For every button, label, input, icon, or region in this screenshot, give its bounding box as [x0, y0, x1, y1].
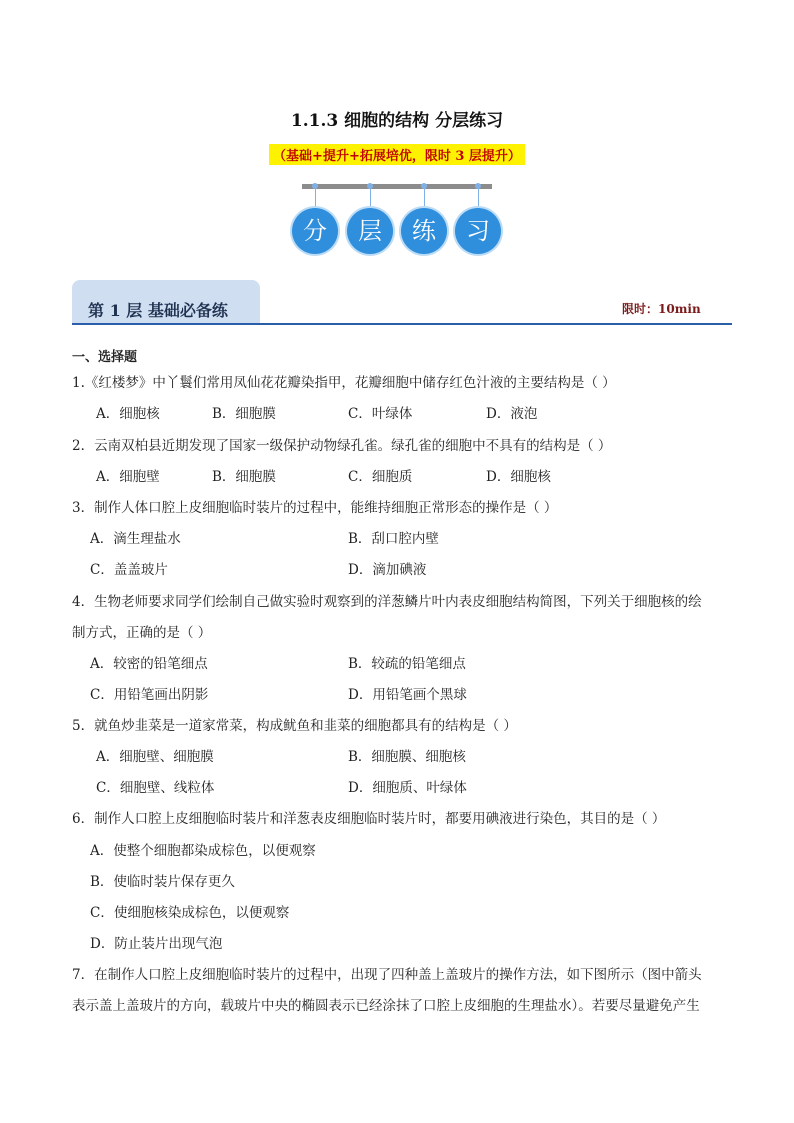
option: D．防止装片出现气泡 [90, 936, 223, 952]
option: A．细胞壁 [96, 469, 160, 485]
banner-pin-dot [367, 183, 373, 189]
option: C．细胞壁、线粒体 [96, 780, 215, 796]
option: A．滴生理盐水 [90, 531, 181, 547]
question-stem-cont: 表示盖上盖玻片的方向，载玻片中央的椭圆表示已经涂抹了口腔上皮细胞的生理盐水）。若要尽量避免产生 [72, 998, 700, 1014]
option: D．滴加碘液 [348, 562, 427, 578]
document-title: 1.1.3 细胞的结构 分层练习 [290, 111, 504, 131]
question-stem: 7．在制作人口腔上皮细胞临时装片的过程中，出现了四种盖上盖玻片的操作方法，如下图所示（图中箭头 [72, 967, 702, 983]
banner-pin [315, 187, 316, 209]
level-divider [72, 323, 732, 325]
option: B．细胞膜、细胞核 [348, 749, 466, 765]
option: B．细胞膜 [212, 406, 276, 422]
banner-circle: 层 [347, 208, 393, 254]
option: A．使整个细胞都染成棕色，以便观察 [90, 843, 316, 859]
question-stem: 4．生物老师要求同学们绘制自己做实验时观察到的洋葱鳞片叶内表皮细胞结构简图，下列关于细胞核的绘 [72, 594, 702, 610]
banner-pin [424, 187, 425, 209]
option: C．叶绿体 [348, 406, 413, 422]
document-subtitle: （基础+提升+拓展培优，限时 3 层提升） [269, 144, 525, 165]
option: C．盖盖玻片 [90, 562, 168, 578]
banner-pin-dot [475, 183, 481, 189]
option: B．较疏的铅笔细点 [348, 656, 466, 672]
banner-circle: 习 [455, 208, 501, 254]
option: C．细胞质 [348, 469, 413, 485]
option: B．细胞膜 [212, 469, 276, 485]
option: C．用铅笔画出阴影 [90, 687, 209, 703]
level-tab-label: 第 1 层 基础必备练 [88, 301, 228, 320]
option: A．较密的铅笔细点 [90, 656, 208, 672]
option: B．使临时装片保存更久 [90, 874, 235, 890]
banner-pin [478, 187, 479, 209]
banner-circle: 分 [292, 208, 338, 254]
question-stem: 3．制作人体口腔上皮细胞临时装片的过程中，能维持细胞正常形态的操作是（ ） [72, 500, 558, 516]
option: D．液泡 [486, 406, 538, 422]
question-stem: 5．就鱼炒韭菜是一道家常菜，构成鱿鱼和韭菜的细胞都具有的结构是（ ） [72, 718, 517, 734]
question-stem: 1.《红楼梦》中丫鬟们常用凤仙花花瓣染指甲，花瓣细胞中储存红色汁液的主要结构是（ ） [72, 375, 616, 391]
option: D．细胞质、叶绿体 [348, 780, 467, 796]
banner-pin [370, 187, 371, 209]
banner-circle: 练 [401, 208, 447, 254]
banner-rail [302, 184, 492, 189]
option: C．使细胞核染成棕色，以便观察 [90, 905, 290, 921]
option: A．细胞壁、细胞膜 [96, 749, 214, 765]
section-title: 一、选择题 [72, 350, 138, 365]
option: D．用铅笔画个黑球 [348, 687, 467, 703]
question-stem: 6．制作人口腔上皮细胞临时装片和洋葱表皮细胞临时装片时，都要用碘液进行染色，其目的是（ ） [72, 811, 666, 827]
banner-pin-dot [421, 183, 427, 189]
option: A．细胞核 [96, 406, 160, 422]
time-limit: 限时：10min [622, 302, 701, 316]
banner-pin-dot [312, 183, 318, 189]
option: D．细胞核 [486, 469, 551, 485]
question-stem-cont: 制方式，正确的是（ ） [72, 625, 212, 641]
question-stem: 2．云南双柏县近期发现了国家一级保护动物绿孔雀。绿孔雀的细胞中不具有的结构是（ ） [72, 438, 612, 454]
option: B．刮口腔内壁 [348, 531, 439, 547]
